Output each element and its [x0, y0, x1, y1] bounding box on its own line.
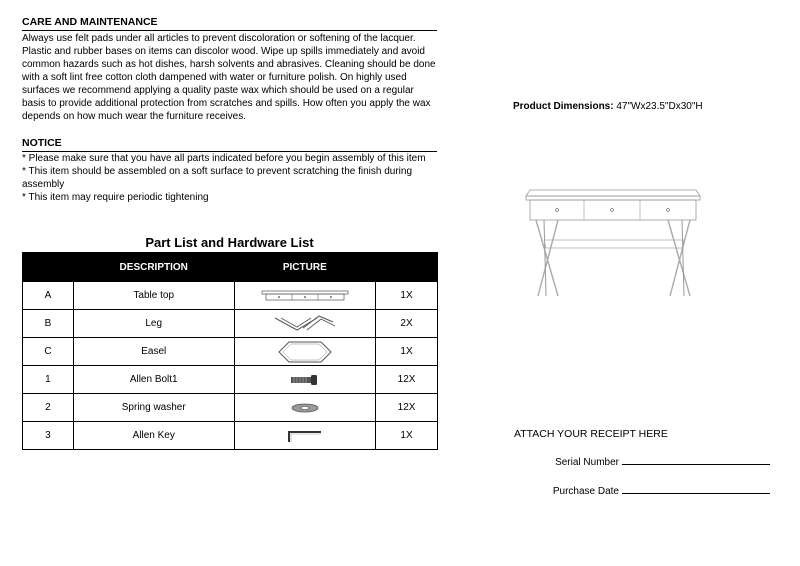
header-id	[23, 253, 74, 282]
row-id: C	[23, 338, 74, 366]
row-picture	[234, 282, 376, 310]
row-description: Allen Bolt1	[73, 366, 234, 394]
product-dimensions	[513, 101, 703, 112]
row-description: Spring washer	[73, 394, 234, 422]
table-row	[23, 394, 438, 422]
desk-illustration-icon	[524, 188, 704, 300]
dimensions-label: Product Dimensions:	[513, 101, 614, 112]
allen-key-icon	[285, 428, 325, 444]
row-picture	[234, 338, 376, 366]
notice-item: * This item may require periodic tightening	[22, 192, 209, 203]
purchase-date-line	[622, 493, 770, 494]
row-id: 3	[23, 422, 74, 450]
care-heading: CARE AND MAINTENANCE	[22, 16, 437, 31]
parts-header-row	[23, 253, 438, 282]
row-id: B	[23, 310, 74, 338]
row-id: 1	[23, 366, 74, 394]
row-picture	[234, 394, 376, 422]
row-qty: 1X	[376, 282, 438, 310]
row-qty: 12X	[376, 394, 438, 422]
table-row	[23, 310, 438, 338]
row-description: Table top	[73, 282, 234, 310]
notice-item: * Please make sure that you have all parts indicated before you begin assembly of this item	[22, 153, 426, 164]
serial-number-line	[622, 464, 770, 465]
header-picture: PICTURE	[234, 253, 376, 282]
leg-icon	[273, 314, 337, 334]
row-picture	[234, 310, 376, 338]
spring-washer-icon	[289, 402, 321, 414]
row-description: Leg	[73, 310, 234, 338]
notice-heading: NOTICE	[22, 137, 437, 152]
row-qty: 12X	[376, 366, 438, 394]
care-text	[22, 32, 437, 123]
header-qty	[376, 253, 438, 282]
row-picture	[234, 366, 376, 394]
row-id: A	[23, 282, 74, 310]
table-row	[23, 282, 438, 310]
header-description: DESCRIPTION	[73, 253, 234, 282]
notice-list	[22, 152, 437, 204]
row-qty: 1X	[376, 422, 438, 450]
purchase-date-label: Purchase Date	[552, 486, 619, 497]
allen-bolt-icon	[289, 373, 321, 387]
notice-item: * This item should be assembled on a soft surface to prevent scratching the finish during assembly	[22, 166, 413, 190]
table-row	[23, 422, 438, 450]
parts-table	[22, 252, 438, 450]
serial-number-label: Serial Number	[555, 457, 619, 468]
table-row	[23, 366, 438, 394]
row-picture	[234, 422, 376, 450]
table-row	[23, 338, 438, 366]
row-qty: 2X	[376, 310, 438, 338]
row-id: 2	[23, 394, 74, 422]
dimensions-value: 47"Wx23.5"Dx30"H	[613, 101, 703, 112]
parts-title: Part List and Hardware List	[145, 235, 314, 250]
row-description: Easel	[73, 338, 234, 366]
row-qty: 1X	[376, 338, 438, 366]
receipt-heading: ATTACH YOUR RECEIPT HERE	[514, 428, 668, 440]
row-description: Allen Key	[73, 422, 234, 450]
easel-icon	[277, 340, 333, 364]
table-top-icon	[260, 288, 350, 304]
care-paragraph: Always use felt pads under all articles to prevent discoloration or softening of the lacquer. Plastic and rubber bases on items can discolor wood. Wipe up spills immediately and avoid common hazards such as hot dishes, harsh solvents and abrasives. Cleaning should be done with a soft lint free cotton cloth dampened with water or furniture polish. On highly used surfaces we recommend applying a quality paste wax which should be used on a regular basis to provide additional protection from scratches and spills. How often you apply the wax depends on how much wear the furniture receives.	[22, 33, 436, 122]
